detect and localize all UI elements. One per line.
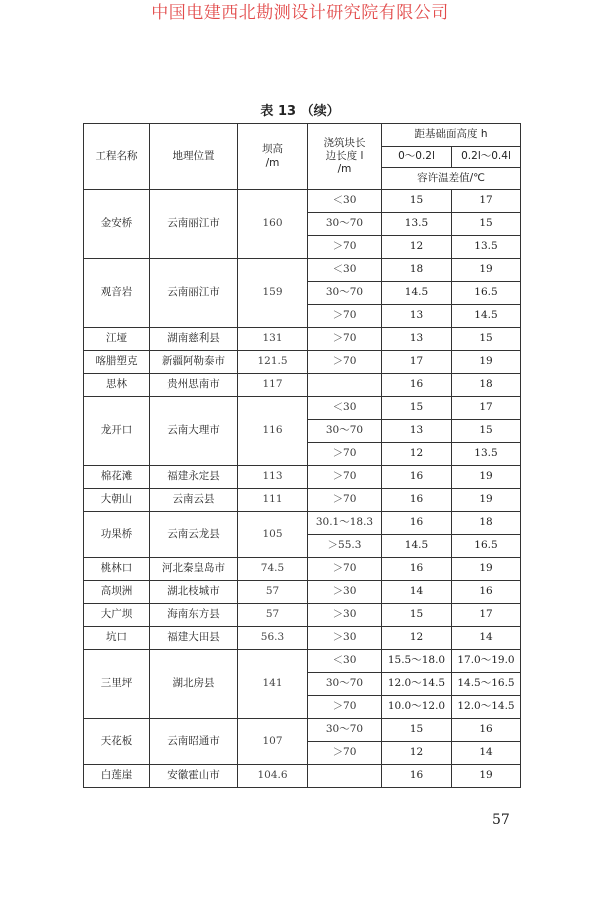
block-length-cell: 30～70 [308, 213, 382, 236]
temp-diff-low-cell: 16 [382, 765, 452, 788]
block-length-cell [308, 765, 382, 788]
table-row [84, 374, 521, 397]
dam-height-cell: 121.5 [238, 351, 308, 374]
dam-height-cell: 57 [238, 604, 308, 627]
temp-diff-low-cell: 13.5 [382, 213, 452, 236]
block-length-cell: 30～70 [308, 673, 382, 696]
project-name-cell: 思林 [84, 374, 150, 397]
project-name-cell: 江垭 [84, 328, 150, 351]
block-length-cell: 30～70 [308, 420, 382, 443]
temp-diff-high-cell: 19 [452, 489, 521, 512]
temp-diff-low-cell: 16 [382, 489, 452, 512]
table-row [84, 604, 521, 627]
location-cell: 河北秦皇岛市 [150, 558, 238, 581]
block-length-cell: ＜30 [308, 190, 382, 213]
temp-diff-high-cell: 15 [452, 213, 521, 236]
location-cell: 云南大理市 [150, 397, 238, 466]
temp-diff-high-cell: 14 [452, 627, 521, 650]
block-length-cell: ＞30 [308, 604, 382, 627]
table-row [84, 627, 521, 650]
temp-diff-high-cell: 18 [452, 512, 521, 535]
project-name-cell: 高坝洲 [84, 581, 150, 604]
table-row [84, 190, 521, 213]
table-row [84, 328, 521, 351]
location-cell: 新疆阿勒泰市 [150, 351, 238, 374]
table-header [84, 124, 521, 190]
block-length-cell [308, 374, 382, 397]
temp-diff-low-cell: 10.0～12.0 [382, 696, 452, 719]
project-name-cell: 龙开口 [84, 397, 150, 466]
block-length-cell: ＞70 [308, 305, 382, 328]
block-length-cell: ＞55.3 [308, 535, 382, 558]
dam-height-cell: 105 [238, 512, 308, 558]
location-cell: 云南云县 [150, 489, 238, 512]
temp-diff-high-cell: 15 [452, 420, 521, 443]
block-length-cell: ＞70 [308, 558, 382, 581]
temp-diff-high-cell: 13.5 [452, 236, 521, 259]
table-row [84, 512, 521, 535]
location-cell: 湖南慈利县 [150, 328, 238, 351]
temp-diff-low-cell: 13 [382, 420, 452, 443]
temp-diff-high-cell: 17 [452, 190, 521, 213]
temp-diff-low-cell: 16 [382, 512, 452, 535]
location-cell: 云南丽江市 [150, 259, 238, 328]
block-length-cell: ＜30 [308, 259, 382, 282]
project-name-cell: 棉花滩 [84, 466, 150, 489]
temp-diff-low-cell: 16 [382, 466, 452, 489]
temperature-difference-table [83, 123, 521, 788]
project-name-cell: 金安桥 [84, 190, 150, 259]
temp-diff-high-cell: 16 [452, 719, 521, 742]
header-block-length: 浇筑块长 边长度 l /m [308, 124, 382, 190]
header-location: 地理位置 [150, 124, 238, 190]
header-project-name: 工程名称 [84, 124, 150, 190]
temp-diff-low-cell: 15 [382, 604, 452, 627]
project-name-cell: 坑口 [84, 627, 150, 650]
temp-diff-low-cell: 14.5 [382, 535, 452, 558]
project-name-cell: 白莲崖 [84, 765, 150, 788]
location-cell: 福建大田县 [150, 627, 238, 650]
project-name-cell: 观音岩 [84, 259, 150, 328]
dam-height-cell: 56.3 [238, 627, 308, 650]
temp-diff-low-cell: 14 [382, 581, 452, 604]
temp-diff-low-cell: 12 [382, 236, 452, 259]
table-row [84, 581, 521, 604]
block-length-cell: ＞30 [308, 581, 382, 604]
temp-diff-high-cell: 18 [452, 374, 521, 397]
block-length-cell: ＞70 [308, 742, 382, 765]
dam-height-cell: 116 [238, 397, 308, 466]
temp-diff-high-cell: 17 [452, 397, 521, 420]
temp-diff-low-cell: 12.0～14.5 [382, 673, 452, 696]
block-length-cell: 30～70 [308, 282, 382, 305]
block-length-cell: ＞70 [308, 443, 382, 466]
temp-diff-low-cell: 12 [382, 443, 452, 466]
table-row [84, 650, 521, 673]
temp-diff-low-cell: 15 [382, 397, 452, 420]
table-row [84, 351, 521, 374]
block-length-cell: ＞70 [308, 489, 382, 512]
temp-diff-low-cell: 15 [382, 719, 452, 742]
dam-height-cell: 107 [238, 719, 308, 765]
location-cell: 云南丽江市 [150, 190, 238, 259]
temp-diff-high-cell: 16 [452, 581, 521, 604]
temp-diff-high-cell: 16.5 [452, 535, 521, 558]
temp-diff-low-cell: 15 [382, 190, 452, 213]
temp-diff-high-cell: 14.5 [452, 305, 521, 328]
temp-diff-low-cell: 13 [382, 328, 452, 351]
dam-height-cell: 57 [238, 581, 308, 604]
temp-diff-low-cell: 18 [382, 259, 452, 282]
block-length-cell: ＞70 [308, 466, 382, 489]
temp-diff-low-cell: 14.5 [382, 282, 452, 305]
block-length-cell: ＞30 [308, 627, 382, 650]
temp-diff-high-cell: 12.0～14.5 [452, 696, 521, 719]
temp-diff-low-cell: 15.5～18.0 [382, 650, 452, 673]
dam-height-cell: 131 [238, 328, 308, 351]
block-length-cell: ＜30 [308, 650, 382, 673]
dam-height-cell: 113 [238, 466, 308, 489]
temp-diff-high-cell: 16.5 [452, 282, 521, 305]
table-row [84, 489, 521, 512]
dam-height-cell: 74.5 [238, 558, 308, 581]
temp-diff-high-cell: 15 [452, 328, 521, 351]
dam-height-cell: 111 [238, 489, 308, 512]
temp-diff-low-cell: 12 [382, 627, 452, 650]
page-number: 57 [492, 812, 510, 828]
header-range-low: 0～0.2l [382, 147, 452, 168]
location-cell: 海南东方县 [150, 604, 238, 627]
temp-diff-high-cell: 14 [452, 742, 521, 765]
temp-diff-high-cell: 19 [452, 259, 521, 282]
temp-diff-high-cell: 19 [452, 351, 521, 374]
header-allowable-temperature-difference: 容许温差值/℃ [382, 168, 521, 190]
temp-diff-high-cell: 19 [452, 466, 521, 489]
temp-diff-high-cell: 13.5 [452, 443, 521, 466]
dam-height-cell: 160 [238, 190, 308, 259]
temp-diff-low-cell: 16 [382, 558, 452, 581]
project-name-cell: 大广坝 [84, 604, 150, 627]
location-cell: 安徽霍山市 [150, 765, 238, 788]
block-length-cell: ＞70 [308, 696, 382, 719]
header-range-high: 0.2l～0.4l [452, 147, 521, 168]
project-name-cell: 喀腊塑克 [84, 351, 150, 374]
block-length-cell: ＞70 [308, 328, 382, 351]
project-name-cell: 天花板 [84, 719, 150, 765]
project-name-cell: 功果桥 [84, 512, 150, 558]
location-cell: 贵州思南市 [150, 374, 238, 397]
block-length-cell: 30.1～18.3 [308, 512, 382, 535]
temp-diff-high-cell: 17.0～19.0 [452, 650, 521, 673]
location-cell: 云南昭通市 [150, 719, 238, 765]
location-cell: 福建永定县 [150, 466, 238, 489]
dam-height-cell: 141 [238, 650, 308, 719]
temp-diff-low-cell: 12 [382, 742, 452, 765]
table-row [84, 259, 521, 282]
temp-diff-low-cell: 16 [382, 374, 452, 397]
project-name-cell: 三里坪 [84, 650, 150, 719]
header-dam-height: 坝高 /m [238, 124, 308, 190]
table-row [84, 466, 521, 489]
table-row [84, 719, 521, 742]
table-row [84, 765, 521, 788]
temp-diff-high-cell: 17 [452, 604, 521, 627]
temp-diff-high-cell: 14.5～16.5 [452, 673, 521, 696]
dam-height-cell: 104.6 [238, 765, 308, 788]
location-cell: 湖北房县 [150, 650, 238, 719]
temp-diff-low-cell: 17 [382, 351, 452, 374]
temp-diff-high-cell: 19 [452, 765, 521, 788]
block-length-cell: 30～70 [308, 719, 382, 742]
temp-diff-high-cell: 19 [452, 558, 521, 581]
location-cell: 湖北枝城市 [150, 581, 238, 604]
dam-height-cell: 159 [238, 259, 308, 328]
table-row [84, 397, 521, 420]
publisher-watermark: 中国电建西北勘测设计研究院有限公司 [151, 3, 449, 23]
location-cell: 云南云龙县 [150, 512, 238, 558]
project-name-cell: 大朝山 [84, 489, 150, 512]
block-length-cell: ＞70 [308, 351, 382, 374]
table-title: 表 13 （续） [260, 104, 340, 119]
temp-diff-low-cell: 13 [382, 305, 452, 328]
header-distance-from-foundation: 距基础面高度 h [382, 124, 521, 147]
table-row [84, 558, 521, 581]
table-body [84, 190, 521, 788]
project-name-cell: 桃林口 [84, 558, 150, 581]
dam-height-cell: 117 [238, 374, 308, 397]
block-length-cell: ＜30 [308, 397, 382, 420]
block-length-cell: ＞70 [308, 236, 382, 259]
